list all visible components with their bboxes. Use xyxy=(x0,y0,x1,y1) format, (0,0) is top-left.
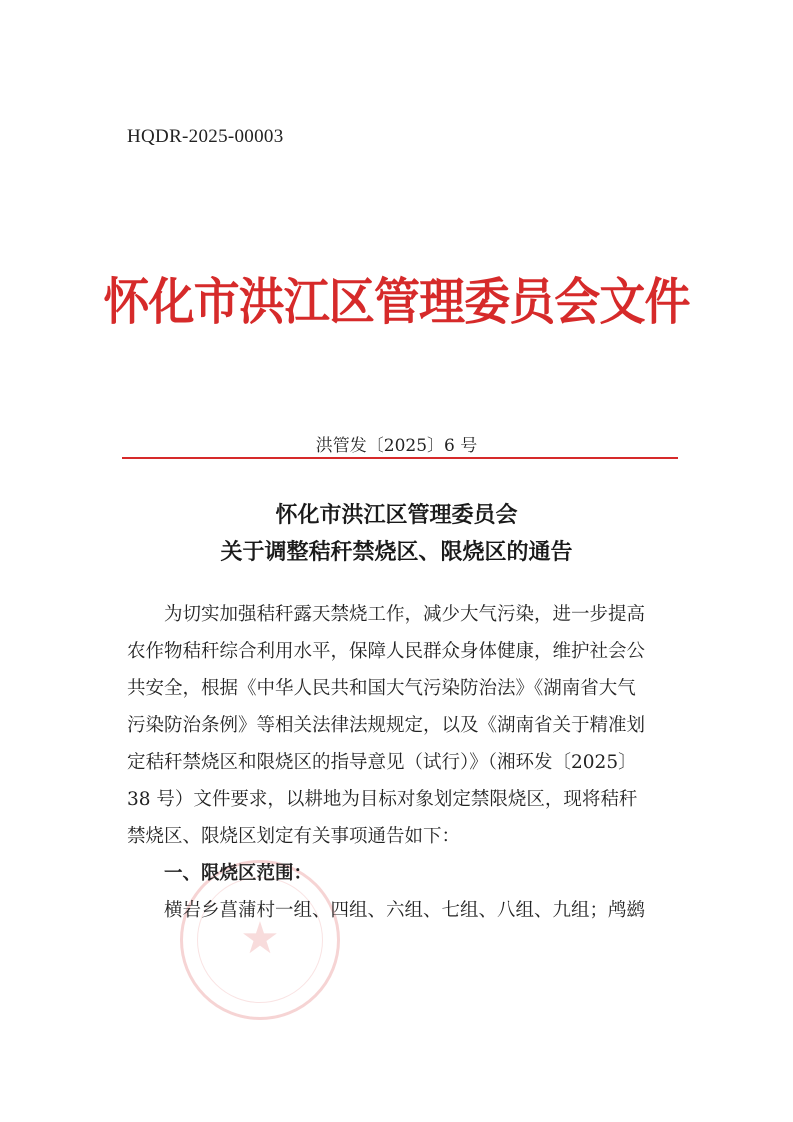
title-line-2: 关于调整秸秆禁烧区、限烧区的通告 xyxy=(220,540,573,565)
preamble-line: 污染防治条例》等相关法律法规规定，以及《湖南省关于精准划 xyxy=(127,715,646,736)
preamble-line: 38 号）文件要求，以耕地为目标对象划定禁限烧区，现将秸秆 xyxy=(127,789,638,810)
notice-body xyxy=(127,596,687,929)
preamble-line: 禁烧区、限烧区划定有关事项通告如下： xyxy=(127,826,461,847)
preamble-line: 定秸秆禁烧区和限烧区的指导意见（试行）》（湘环发〔2025〕 xyxy=(127,752,637,773)
document-number: 洪管发〔2025〕6 号 xyxy=(315,436,478,456)
document-code: HQDR-2025-00003 xyxy=(127,126,284,147)
section-heading-restricted-burning-zone: 一、限烧区范围： xyxy=(164,863,313,884)
section-text: 横岩乡菖蒲村一组、四组、六组、七组、八组、九组；鸬鹚 xyxy=(164,900,646,921)
preamble-line: 为切实加强秸秆露天禁烧工作，减少大气污染，进一步提高 xyxy=(164,604,646,625)
preamble-line: 农作物秸秆综合利用水平，保障人民群众身体健康，维护社会公 xyxy=(127,641,646,662)
issuer-red-header: 怀化市洪江区管理委员会文件 xyxy=(103,273,690,331)
title-line-1: 怀化市洪江区管理委员会 xyxy=(275,503,518,528)
red-divider-line xyxy=(122,457,678,459)
notice-title xyxy=(0,497,793,571)
preamble-line: 共安全，根据《中华人民共和国大气污染防治法》《湖南省大气 xyxy=(127,678,636,699)
official-seal-stamp: ★ xyxy=(180,860,340,1020)
